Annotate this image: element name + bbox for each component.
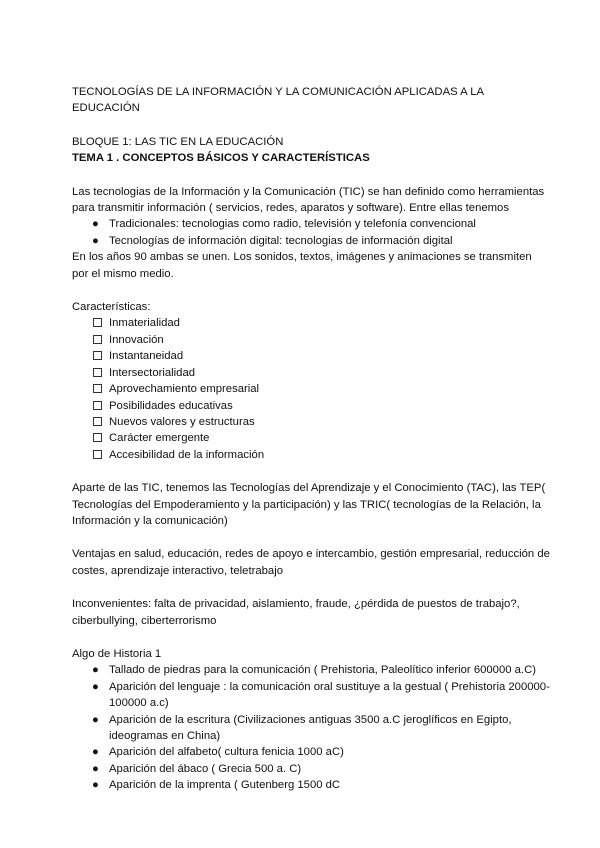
list-item: ● Aparición de la imprenta ( Gutenberg 1500 dC xyxy=(72,777,550,793)
bullet-icon: ● xyxy=(92,680,99,693)
list-item: ● Aparición del lenguaje : la comunicación oral sustituye a la gestual ( Prehistoria 200000-100000 a.c) xyxy=(92,680,550,710)
theme-heading: TEMA 1 . CONCEPTOS BÁSICOS Y CARACTERÍSTICAS xyxy=(72,152,370,165)
nineties-paragraph: En los años 90 ambas se unen. Los sonidos, textos, imágenes y animaciones se transmiten por el mismo medio. xyxy=(72,251,532,280)
checkbox-icon[interactable] xyxy=(93,318,102,327)
other-tech-paragraph: Aparte de las TIC, tenemos las Tecnologías del Aprendizaje y el Conocimiento (TAC), las TEP( Tecnologías del Empoderamiento y la participación) y las TRIC( tecnologías de la Relación, la Información y la comunicación) xyxy=(72,482,546,527)
checkbox-icon[interactable] xyxy=(93,351,102,360)
list-item: ● Aparición del ábaco ( Grecia 500 a. C) xyxy=(72,761,550,777)
disadvantages-paragraph: Inconvenientes: falta de privacidad, aislamiento, fraude, ¿pérdida de puestos de trabajo?, ciberbullying, ciberterrorismo xyxy=(72,598,520,627)
checklist-item[interactable]: Aprovechamiento empresarial xyxy=(72,381,550,397)
list-item: ● Aparición de la escritura (Civilizaciones antiguas 3500 a.C jeroglíficos en Egipto, ideogramas en China) xyxy=(92,713,512,742)
history-list xyxy=(72,662,550,793)
characteristics-label: Características: xyxy=(72,301,151,314)
checklist-item[interactable]: Posibilidades educativas xyxy=(72,398,550,414)
checklist-item[interactable]: Carácter emergente xyxy=(72,430,550,446)
checkbox-icon[interactable] xyxy=(93,450,102,459)
intro-paragraph: Las tecnologias de la Información y la Comunicación (TIC) se han definido como herramientas para transmitir información ( servicios, redes, aparatos y software). Entre ellas tenemos xyxy=(72,185,545,215)
checkbox-icon[interactable] xyxy=(93,384,102,393)
list-item: ● Tecnologías de información digital: tecnologias de información digital xyxy=(72,233,550,249)
list-item: ● Tradicionales: tecnologias como radio, televisión y telefonía convencional xyxy=(72,216,550,232)
bullet-icon: ● xyxy=(92,218,99,231)
characteristics-checklist xyxy=(72,315,550,463)
bullet-icon: ● xyxy=(92,746,99,759)
checkbox-icon[interactable] xyxy=(93,368,102,377)
checkbox-icon[interactable] xyxy=(93,417,102,426)
bullet-icon: ● xyxy=(92,664,99,677)
checklist-item[interactable]: Intersectorialidad xyxy=(72,365,550,381)
checklist-item[interactable]: Instantaneidad xyxy=(72,348,550,364)
checklist-item[interactable]: Innovación xyxy=(72,332,550,348)
checkbox-icon[interactable] xyxy=(93,335,102,344)
document-title: TECNOLOGÍAS DE LA INFORMACIÓN Y LA COMUNICACIÓN APLICADAS A LA EDUCACIÓN xyxy=(72,86,484,115)
checklist-item[interactable]: Accesibilidad de la información xyxy=(72,447,550,463)
list-item: ● Tallado de piedras para la comunicación ( Prehistoria, Paleolítico inferior 600000 a.C) xyxy=(72,662,550,678)
bullet-icon: ● xyxy=(92,234,99,247)
checkbox-icon[interactable] xyxy=(93,433,102,442)
bullet-icon: ● xyxy=(92,779,99,792)
types-list xyxy=(72,216,550,249)
history-label: Algo de Historia 1 xyxy=(72,647,162,660)
advantages-paragraph: Ventajas en salud, educación, redes de apoyo e intercambio, gestión empresarial, reducción de costes, aprendizaje interactivo, teletrabajo xyxy=(72,548,550,577)
bullet-icon: ● xyxy=(92,713,99,726)
checklist-item[interactable]: Inmaterialidad xyxy=(72,315,550,331)
block-title: BLOQUE 1: LAS TIC EN LA EDUCACIÓN xyxy=(72,135,284,148)
bullet-icon: ● xyxy=(92,762,99,775)
checklist-item[interactable]: Nuevos valores y estructuras xyxy=(72,414,550,430)
checkbox-icon[interactable] xyxy=(93,401,102,410)
list-item: ● Aparición del alfabeto( cultura fenicia 1000 aC) xyxy=(72,744,550,760)
